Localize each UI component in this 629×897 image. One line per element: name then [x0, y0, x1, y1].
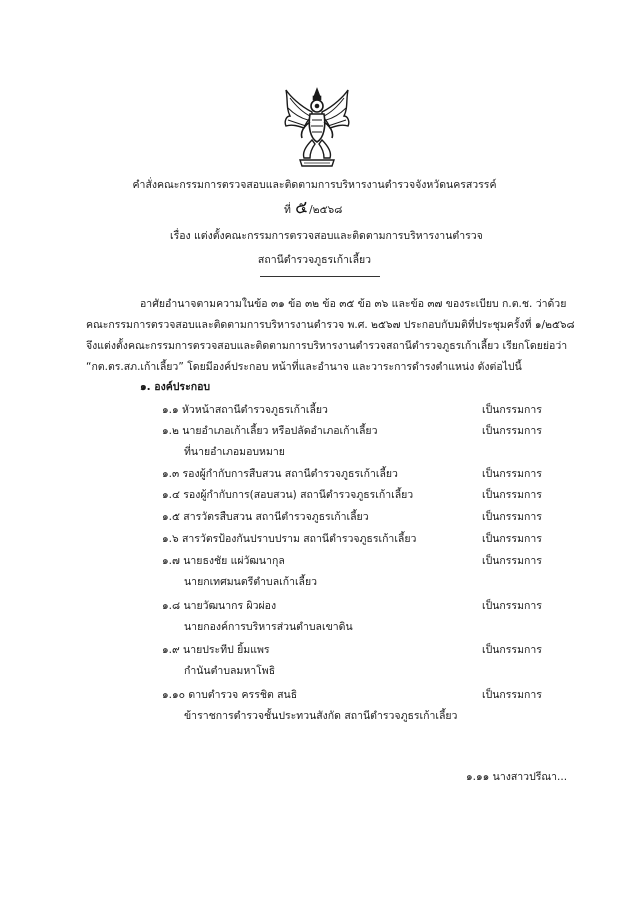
- member-item-role: เป็นกรรมการ: [482, 468, 542, 480]
- subject-line-2: สถานีตำรวจภูธรเก้าเลี้ยว: [257, 254, 372, 266]
- page-continuation: ๑.๑๑ นางสาวปรีณา...: [466, 771, 568, 783]
- preamble-line-1: อาศัยอำนาจตามความในข้อ ๓๑ ข้อ ๓๒ ข้อ ๓๕ ข้อ ๓๖ และข้อ ๓๗ ของระเบียบ ก.ต.ช. ว่าด้วย: [140, 298, 567, 310]
- preamble-line-2: คณะกรรมการตรวจสอบและติดตามการบริหารงานตำรวจ พ.ศ. ๒๕๖๗ ประกอบกับมติที่ประชุมครั้งที่ ๑/๒๕๖๘: [86, 319, 575, 331]
- member-item-text: ๑.๑ หัวหน้าสถานีตำรวจภูธรเก้าเลี้ยว: [162, 404, 328, 416]
- member-item-text: ๑.๙ นายประทีป ยิ้มแพร: [162, 644, 270, 656]
- member-item-text: ๑.๑๐ ดาบตำรวจ ครรชิต สนธิ: [162, 689, 298, 701]
- member-item-role: เป็นกรรมการ: [482, 533, 542, 545]
- member-item-sub: นายกเทศมนตรีตำบลเก้าเลี้ยว: [184, 576, 318, 588]
- order-number-prefix: ที่: [284, 204, 291, 216]
- member-item-role: เป็นกรรมการ: [482, 404, 542, 416]
- member-item-role: เป็นกรรมการ: [482, 644, 542, 656]
- member-item-sub: กำนันตำบลมหาโพธิ: [184, 665, 276, 677]
- order-number-handwritten: ๕: [293, 197, 310, 219]
- member-item-text: ๑.๒ นายอำเภอเก้าเลี้ยว หรือปลัดอำเภอเก้าเลี้ยว: [162, 425, 378, 437]
- member-item-role: เป็นกรรมการ: [482, 600, 542, 612]
- member-item-role: เป็นกรรมการ: [482, 425, 542, 437]
- member-item-text: ๑.๔ รองผู้กำกับการ(สอบสวน) สถานีตำรวจภูธรเก้าเลี้ยว: [162, 489, 414, 501]
- member-item-text: ๑.๘ นายวัฒนากร ผิวผ่อง: [162, 600, 277, 612]
- member-item-text: ๑.๓ รองผู้กำกับการสืบสวน สถานีตำรวจภูธรเก้าเลี้ยว: [162, 468, 398, 480]
- garuda-emblem-icon: [282, 86, 352, 170]
- member-item-text: ๑.๕ สารวัตรสืบสวน สถานีตำรวจภูธรเก้าเลี้ยว: [162, 511, 369, 523]
- member-item-text: ๑.๗ นายธงชัย แผ่วัฒนากุล: [162, 555, 285, 567]
- member-item-sub: นายกองค์การบริหารส่วนตำบลเขาดิน: [184, 621, 353, 633]
- preamble-line-4: “กต.ตร.สภ.เก้าเลี้ยว” โดยมีองค์ประกอบ หน้าที่และอำนาจ และวาระการดำรงตำแหน่ง ดังต่อไปนี้: [86, 361, 522, 373]
- section-heading: ๑. องค์ประกอบ: [140, 381, 211, 393]
- member-item-role: เป็นกรรมการ: [482, 555, 542, 567]
- preamble-line-3: จึงแต่งตั้งคณะกรรมการตรวจสอบและติดตามการบริหารงานตำรวจสถานีตำรวจภูธรเก้าเลี้ยว เรียกโดยย่อว่า: [86, 340, 568, 352]
- subject-line-1: เรื่อง แต่งตั้งคณะกรรมการตรวจสอบและติดตามการบริหารงานตำรวจ: [170, 230, 483, 242]
- member-item-sub: ที่นายอำเภอมอบหมาย: [184, 446, 285, 458]
- order-number: [284, 197, 343, 219]
- member-item-sub: ข้าราชการตำรวจชั้นประทวนสังกัด สถานีตำรวจภูธรเก้าเลี้ยว: [184, 710, 458, 722]
- order-number-year: /๒๕๖๘: [309, 204, 343, 216]
- member-item-role: เป็นกรรมการ: [482, 489, 542, 501]
- member-item-role: เป็นกรรมการ: [482, 689, 542, 701]
- member-item-text: ๑.๖ สารวัตรป้องกันปราบปราม สถานีตำรวจภูธรเก้าเลี้ยว: [162, 533, 417, 545]
- subject-divider: [260, 276, 380, 277]
- member-item-role: เป็นกรรมการ: [482, 511, 542, 523]
- order-title: คำสั่งคณะกรรมการตรวจสอบและติดตามการบริหารงานตำรวจจังหวัดนครสวรรค์: [132, 179, 497, 191]
